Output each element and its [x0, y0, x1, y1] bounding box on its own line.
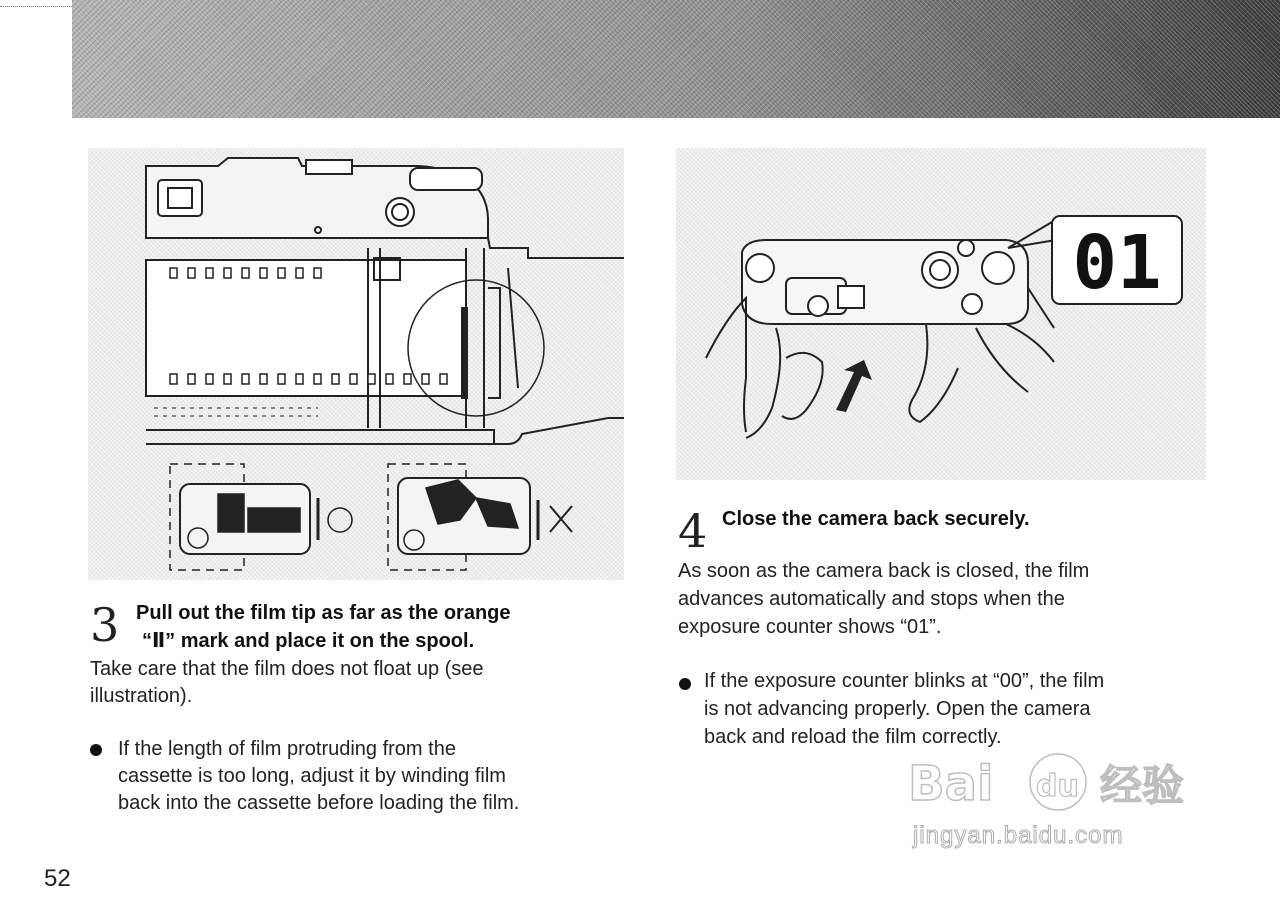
up-arrow-icon [836, 360, 872, 412]
header-band [72, 0, 1280, 118]
page-number: 52 [44, 865, 71, 892]
step-4-number: 4 [678, 504, 708, 558]
svg-text:du: du [1036, 769, 1079, 804]
step-3-number: 3 [90, 598, 120, 652]
step-4-bullet-line-1: If the exposure counter blinks at “00”, the film [704, 670, 1105, 692]
step-4-body-line-2: advances automatically and stops when the [678, 588, 1065, 610]
step-3-title-line-2: “Ⅱ” mark and place it on the spool. [142, 630, 475, 652]
step-4-title: Close the camera back securely. [722, 508, 1030, 530]
step-3-bullet-line-1: If the length of film protruding from the [118, 738, 456, 760]
step-3-title-line-1: Pull out the film tip as far as the orange [136, 602, 511, 624]
step-4-body-line-3: exposure counter shows “01”. [678, 616, 942, 638]
x-mark-icon [550, 506, 572, 532]
step-3-body-line-1: Take care that the film does not float up (see [90, 658, 484, 680]
svg-text:Bai: Bai [908, 756, 994, 812]
step-4-bullet-line-2: is not advancing properly. Open the camera [704, 698, 1091, 720]
step-3-bullet-line-2: cassette is too long, adjust it by winding film [118, 765, 506, 787]
circle-icon [328, 508, 352, 532]
watermark-url: jingyan.baidu.com [913, 822, 1124, 849]
step-4-bullet-line-3: back and reload the film correctly. [704, 726, 1002, 748]
step-3-bullet-line-3: back into the cassette before loading the film. [118, 792, 520, 814]
svg-text:经验: 经验 [1100, 761, 1185, 810]
step-4-body-line-1: As soon as the camera back is closed, the film [678, 560, 1090, 582]
step-3-body-line-2: illustration). [90, 685, 193, 707]
film-loading-illustration [88, 148, 624, 580]
exposure-counter-display: 01 [1072, 220, 1162, 306]
top-rule [0, 6, 72, 8]
camera-back-illustration [676, 148, 1206, 480]
bullet-icon [679, 678, 691, 690]
bullet-icon [90, 744, 102, 756]
